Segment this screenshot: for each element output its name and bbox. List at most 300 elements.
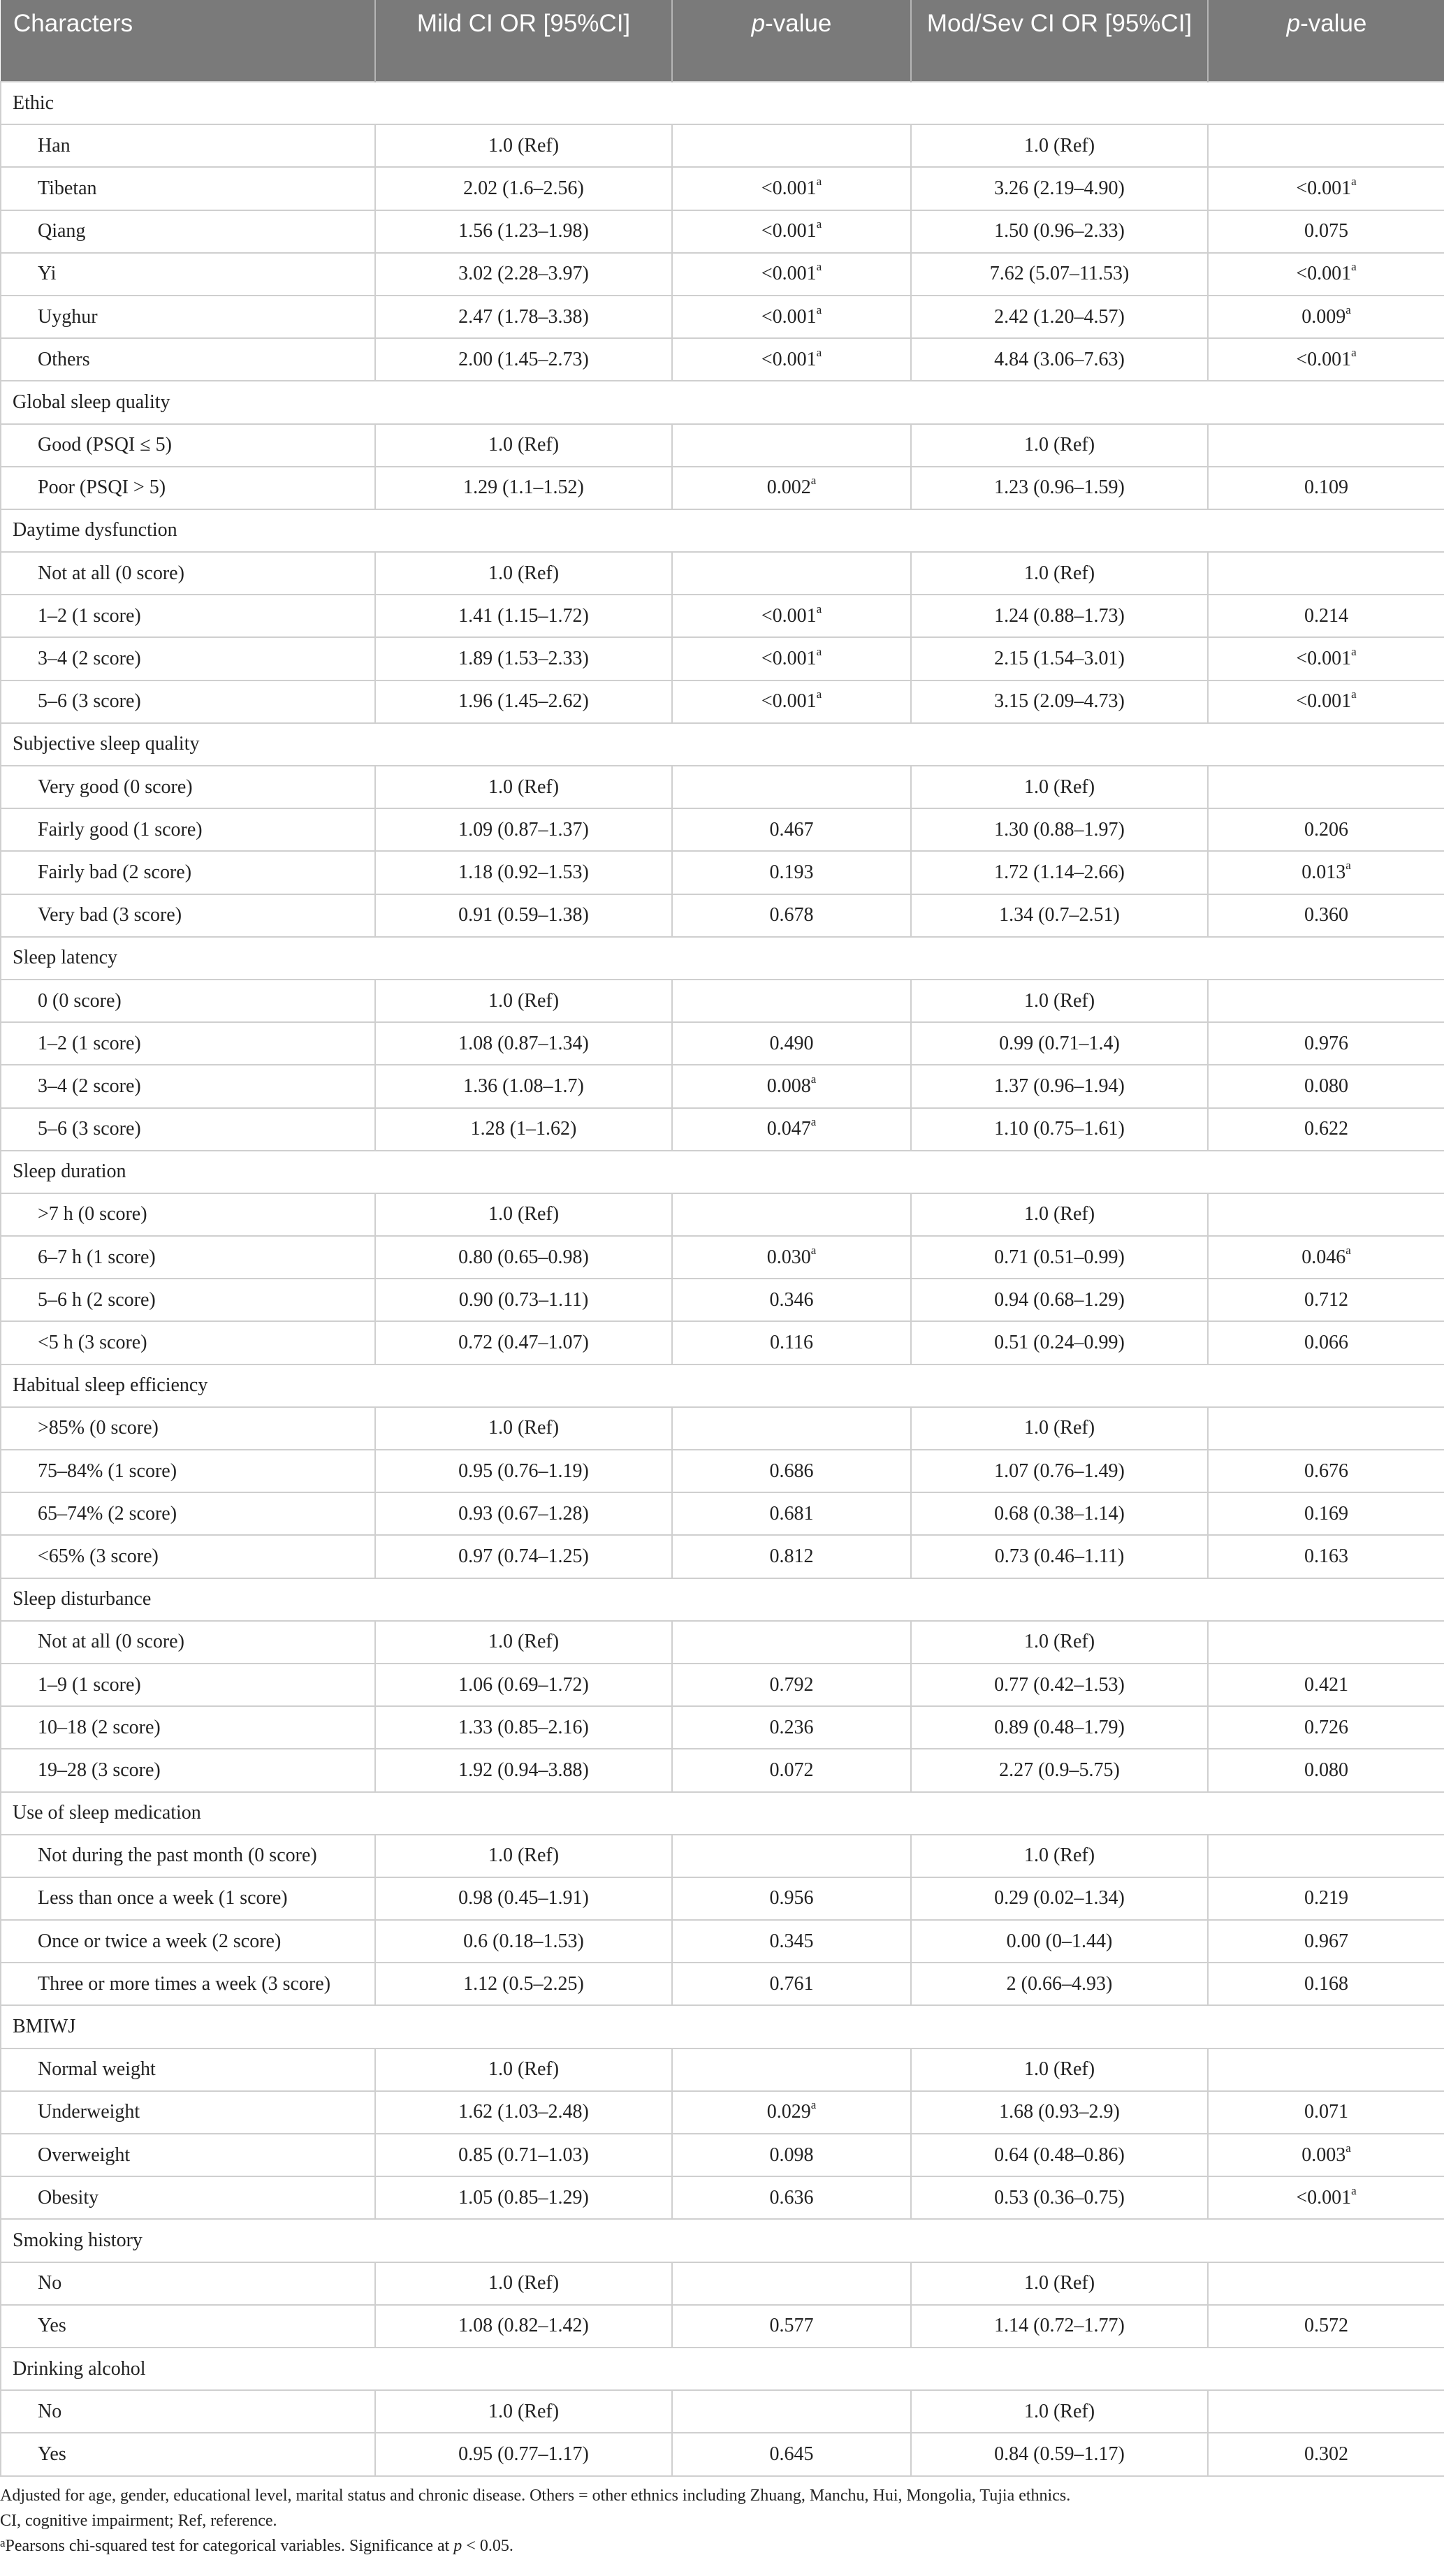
- significance-marker: a: [1351, 345, 1357, 359]
- table-row: [1, 1065, 1444, 1107]
- table-row: [1, 1236, 1444, 1279]
- p-value-mild-cell: [672, 2049, 911, 2091]
- significance-marker: a: [1351, 260, 1357, 274]
- header-p-value-mild: [672, 0, 911, 82]
- row-label: 5–6 (3 score): [1, 1108, 375, 1151]
- p-value-mild-cell: [672, 637, 911, 680]
- mild-ci-or-cell: 0.95 (0.76–1.19): [375, 1450, 672, 1492]
- mild-ci-or-cell: 1.0 (Ref): [375, 1835, 672, 1877]
- p-value-mild-cell: [672, 980, 911, 1022]
- p-value-modsev-cell: [1208, 253, 1444, 296]
- significance-marker: a: [1351, 645, 1357, 659]
- footnote-abbreviations: CI, cognitive impairment; Ref, reference.: [0, 2512, 277, 2530]
- modsev-ci-or-cell: 1.0 (Ref): [911, 2262, 1208, 2305]
- modsev-ci-or-cell: 0.71 (0.51–0.99): [911, 1236, 1208, 1279]
- row-label: 3–4 (2 score): [1, 637, 375, 680]
- table-row: [1, 637, 1444, 680]
- p-value-mild-cell: [672, 2433, 911, 2475]
- p-value-text: <0.001: [1296, 177, 1352, 199]
- group-header-row: [1, 1365, 1444, 1407]
- mild-ci-or-cell: 0.80 (0.65–0.98): [375, 1236, 672, 1279]
- p-value-text: 0.030: [766, 1246, 811, 1268]
- mild-ci-or-cell: 1.0 (Ref): [375, 1407, 672, 1450]
- mild-ci-or-cell: 2.02 (1.6–2.56): [375, 167, 672, 210]
- row-label: No: [1, 2390, 375, 2433]
- table-row: [1, 467, 1444, 509]
- p-value-text: 0.345: [769, 1930, 814, 1952]
- group-header-row: [1, 509, 1444, 552]
- modsev-ci-or-cell: 3.15 (2.09–4.73): [911, 681, 1208, 723]
- table-row: [1, 1321, 1444, 1364]
- p-value-mild-cell: [672, 1450, 911, 1492]
- p-value-mild-cell: [672, 1279, 911, 1321]
- group-header-row: [1, 937, 1444, 980]
- p-value-text: 0.812: [769, 1545, 814, 1567]
- table-row: [1, 1664, 1444, 1706]
- table-row: [1, 1963, 1444, 2005]
- mild-ci-or-cell: 1.0 (Ref): [375, 2049, 672, 2091]
- p-value-text: <0.001: [761, 648, 817, 670]
- table-header: [1, 0, 1444, 82]
- group-title: Sleep duration: [1, 1151, 1444, 1193]
- mild-ci-or-cell: 1.08 (0.87–1.34): [375, 1022, 672, 1065]
- p-value-text: 0.109: [1304, 476, 1348, 499]
- p-value-text: 0.013: [1301, 861, 1346, 883]
- row-label: Yi: [1, 253, 375, 296]
- modsev-ci-or-cell: 1.0 (Ref): [911, 1193, 1208, 1236]
- p-value-mild-cell: [672, 766, 911, 808]
- row-label: Very bad (3 score): [1, 894, 375, 937]
- mild-ci-or-cell: 1.0 (Ref): [375, 124, 672, 167]
- footnote-text: Pearsons chi-squared test for categorical variables. Significance at: [5, 2537, 454, 2555]
- group-title: Smoking history: [1, 2219, 1444, 2262]
- mild-ci-or-cell: 1.62 (1.03–2.48): [375, 2091, 672, 2134]
- p-value-text: 0.214: [1304, 604, 1348, 627]
- modsev-ci-or-cell: 1.0 (Ref): [911, 2390, 1208, 2433]
- row-label: <5 h (3 score): [1, 1321, 375, 1364]
- p-value-mild-cell: [672, 1022, 911, 1065]
- modsev-ci-or-cell: 1.0 (Ref): [911, 1621, 1208, 1664]
- mild-ci-or-cell: 1.06 (0.69–1.72): [375, 1664, 672, 1706]
- p-value-modsev-cell: [1208, 2262, 1444, 2305]
- row-label: Not at all (0 score): [1, 1621, 375, 1664]
- mild-ci-or-cell: 1.41 (1.15–1.72): [375, 595, 672, 637]
- modsev-ci-or-cell: 1.0 (Ref): [911, 980, 1208, 1022]
- modsev-ci-or-cell: 1.37 (0.96–1.94): [911, 1065, 1208, 1107]
- mild-ci-or-cell: 3.02 (2.28–3.97): [375, 253, 672, 296]
- modsev-ci-or-cell: 1.0 (Ref): [911, 552, 1208, 595]
- significance-marker: a: [1351, 174, 1357, 188]
- modsev-ci-or-cell: 2.42 (1.20–4.57): [911, 296, 1208, 338]
- p-value-text: 0.360: [1304, 904, 1348, 926]
- group-header-row: [1, 2348, 1444, 2390]
- modsev-ci-or-cell: 1.07 (0.76–1.49): [911, 1450, 1208, 1492]
- modsev-ci-or-cell: 0.68 (0.38–1.14): [911, 1492, 1208, 1535]
- modsev-ci-or-cell: 0.84 (0.59–1.17): [911, 2433, 1208, 2475]
- p-value-modsev-cell: [1208, 1706, 1444, 1749]
- modsev-ci-or-cell: 1.10 (0.75–1.61): [911, 1108, 1208, 1151]
- p-value-modsev-cell: [1208, 1835, 1444, 1877]
- p-value-modsev-cell: [1208, 1407, 1444, 1450]
- mild-ci-or-cell: 1.33 (0.85–2.16): [375, 1706, 672, 1749]
- p-value-text: 0.169: [1304, 1502, 1348, 1525]
- p-value-mild-cell: [672, 210, 911, 253]
- row-label: Normal weight: [1, 2049, 375, 2091]
- row-label: Not at all (0 score): [1, 552, 375, 595]
- row-label: 65–74% (2 score): [1, 1492, 375, 1535]
- p-value-mild-cell: [672, 681, 911, 723]
- header-row: [1, 0, 1444, 82]
- p-value-text: <0.001: [1296, 263, 1352, 285]
- group-title: Subjective sleep quality: [1, 723, 1444, 766]
- p-value-text: 0.009: [1301, 305, 1346, 328]
- p-value-mild-cell: [672, 808, 911, 851]
- p-value-text: 0.116: [770, 1332, 813, 1354]
- footnote-adjusted: Adjusted for age, gender, educational level, marital status and chronic disease. Others = other ethnics including Zhuang, Manchu, Hui, Mongolia, Tujia ethnics.: [0, 2487, 1071, 2505]
- group-title: Habitual sleep efficiency: [1, 1365, 1444, 1407]
- p-value-mild-cell: [672, 595, 911, 637]
- p-value-mild-cell: [672, 552, 911, 595]
- p-value-modsev-cell: [1208, 1621, 1444, 1664]
- p-value-text: 0.002: [766, 476, 811, 499]
- p-value-text: <0.001: [761, 690, 817, 713]
- p-value-text: 0.681: [769, 1502, 814, 1525]
- row-label: Overweight: [1, 2134, 375, 2176]
- p-value-mild-cell: [672, 851, 911, 894]
- significance-marker: a: [816, 645, 822, 659]
- mild-ci-or-cell: 2.00 (1.45–2.73): [375, 338, 672, 381]
- mild-ci-or-cell: 1.0 (Ref): [375, 980, 672, 1022]
- p-value-mild-cell: [672, 2176, 911, 2219]
- table-row: [1, 1450, 1444, 1492]
- p-value-text: 0.206: [1304, 818, 1348, 841]
- significance-marker: a: [1351, 687, 1357, 701]
- p-value-text: 0.346: [769, 1288, 814, 1311]
- header-p-italic: p: [751, 10, 766, 37]
- p-value-modsev-cell: [1208, 1664, 1444, 1706]
- p-value-mild-cell: [672, 338, 911, 381]
- row-label: 3–4 (2 score): [1, 1065, 375, 1107]
- modsev-ci-or-cell: 1.34 (0.7–2.51): [911, 894, 1208, 937]
- table-row: [1, 1492, 1444, 1535]
- header-characters: Characters: [1, 0, 375, 82]
- significance-marker: a: [1345, 303, 1351, 316]
- table-row: [1, 2049, 1444, 2091]
- p-value-mild-cell: [672, 1621, 911, 1664]
- mild-ci-or-cell: 1.18 (0.92–1.53): [375, 851, 672, 894]
- p-value-mild-cell: [672, 1877, 911, 1920]
- significance-marker: a: [816, 217, 822, 231]
- significance-marker: a: [1351, 2183, 1357, 2197]
- table-row: [1, 1022, 1444, 1065]
- row-label: 6–7 h (1 score): [1, 1236, 375, 1279]
- p-value-text: 0.686: [769, 1460, 814, 1482]
- modsev-ci-or-cell: 1.50 (0.96–2.33): [911, 210, 1208, 253]
- table-row: [1, 253, 1444, 296]
- mild-ci-or-cell: 1.0 (Ref): [375, 766, 672, 808]
- p-value-text: <0.001: [761, 220, 817, 242]
- modsev-ci-or-cell: 0.29 (0.02–1.34): [911, 1877, 1208, 1920]
- table-row: [1, 2176, 1444, 2219]
- modsev-ci-or-cell: 2.15 (1.54–3.01): [911, 637, 1208, 680]
- p-value-mild-cell: [672, 1236, 911, 1279]
- header-p-italic: p: [1286, 10, 1301, 37]
- p-value-modsev-cell: [1208, 1535, 1444, 1578]
- p-value-text: 0.712: [1304, 1288, 1348, 1311]
- p-value-text: 0.490: [769, 1032, 814, 1054]
- p-value-text: <0.001: [761, 263, 817, 285]
- mild-ci-or-cell: 1.0 (Ref): [375, 424, 672, 467]
- significance-marker: a: [1345, 2141, 1351, 2155]
- p-value-text: 0.098: [769, 2144, 814, 2166]
- p-value-mild-cell: [672, 253, 911, 296]
- p-value-text: <0.001: [1296, 648, 1352, 670]
- p-value-modsev-cell: [1208, 595, 1444, 637]
- p-value-mild-cell: [672, 2305, 911, 2348]
- p-value-mild-cell: [672, 167, 911, 210]
- p-value-text: 0.066: [1304, 1332, 1348, 1354]
- mild-ci-or-cell: 0.85 (0.71–1.03): [375, 2134, 672, 2176]
- row-label: 10–18 (2 score): [1, 1706, 375, 1749]
- p-value-modsev-cell: [1208, 2433, 1444, 2475]
- row-label: Yes: [1, 2433, 375, 2475]
- table-row: [1, 1407, 1444, 1450]
- modsev-ci-or-cell: 1.14 (0.72–1.77): [911, 2305, 1208, 2348]
- significance-marker: a: [810, 1115, 817, 1129]
- p-value-text: <0.001: [1296, 348, 1352, 370]
- p-value-text: 0.163: [1304, 1545, 1348, 1567]
- group-header-row: [1, 381, 1444, 423]
- group-title: Global sleep quality: [1, 381, 1444, 423]
- p-value-text: 0.302: [1304, 2443, 1348, 2465]
- p-value-text: 0.976: [1304, 1032, 1348, 1054]
- row-label: Qiang: [1, 210, 375, 253]
- p-value-mild-cell: [672, 1193, 911, 1236]
- significance-marker: a: [810, 1243, 817, 1257]
- group-title: BMIWJ: [1, 2005, 1444, 2048]
- mild-ci-or-cell: 1.0 (Ref): [375, 2390, 672, 2433]
- p-value-text: <0.001: [1296, 690, 1352, 713]
- group-header-row: [1, 82, 1444, 124]
- header-p-rest: -value: [765, 10, 832, 37]
- p-value-modsev-cell: [1208, 766, 1444, 808]
- significance-marker: a: [816, 303, 822, 316]
- p-value-text: 0.726: [1304, 1716, 1348, 1738]
- p-value-modsev-cell: [1208, 1963, 1444, 2005]
- row-label: >7 h (0 score): [1, 1193, 375, 1236]
- modsev-ci-or-cell: 1.30 (0.88–1.97): [911, 808, 1208, 851]
- row-label: No: [1, 2262, 375, 2305]
- mild-ci-or-cell: 0.98 (0.45–1.91): [375, 1877, 672, 1920]
- group-title: Sleep latency: [1, 937, 1444, 980]
- p-value-modsev-cell: [1208, 210, 1444, 253]
- header-p-rest: -value: [1300, 10, 1367, 37]
- p-value-modsev-cell: [1208, 2390, 1444, 2433]
- p-value-modsev-cell: [1208, 1108, 1444, 1151]
- table-row: [1, 894, 1444, 937]
- group-title: Ethic: [1, 82, 1444, 124]
- p-value-modsev-cell: [1208, 851, 1444, 894]
- table-row: [1, 2262, 1444, 2305]
- table-row: [1, 124, 1444, 167]
- p-value-modsev-cell: [1208, 424, 1444, 467]
- p-value-text: 0.577: [769, 2315, 814, 2337]
- table-body: [1, 82, 1444, 2476]
- mild-ci-or-cell: 0.6 (0.18–1.53): [375, 1920, 672, 1963]
- p-value-mild-cell: [672, 1664, 911, 1706]
- modsev-ci-or-cell: 2 (0.66–4.93): [911, 1963, 1208, 2005]
- p-value-modsev-cell: [1208, 1877, 1444, 1920]
- p-value-text: 0.956: [769, 1887, 814, 1909]
- row-label: Very good (0 score): [1, 766, 375, 808]
- table-row: [1, 851, 1444, 894]
- p-value-modsev-cell: [1208, 2134, 1444, 2176]
- p-value-modsev-cell: [1208, 467, 1444, 509]
- row-label: Once or twice a week (2 score): [1, 1920, 375, 1963]
- p-value-mild-cell: [672, 1535, 911, 1578]
- p-value-modsev-cell: [1208, 2305, 1444, 2348]
- mild-ci-or-cell: 1.0 (Ref): [375, 552, 672, 595]
- mild-ci-or-cell: 0.90 (0.73–1.11): [375, 1279, 672, 1321]
- footnote-significance: [0, 2533, 1444, 2559]
- significance-marker: a: [816, 602, 822, 616]
- p-value-mild-cell: [672, 1835, 911, 1877]
- row-label: Tibetan: [1, 167, 375, 210]
- row-label: Less than once a week (1 score): [1, 1877, 375, 1920]
- group-header-row: [1, 1578, 1444, 1621]
- row-label: Fairly bad (2 score): [1, 851, 375, 894]
- table-footnotes: [0, 2483, 1444, 2559]
- table-row: [1, 338, 1444, 381]
- table-row: [1, 552, 1444, 595]
- p-value-modsev-cell: [1208, 296, 1444, 338]
- mild-ci-or-cell: 0.91 (0.59–1.38): [375, 894, 672, 937]
- p-value-text: 0.678: [769, 904, 814, 926]
- table-row: [1, 1877, 1444, 1920]
- p-value-modsev-cell: [1208, 894, 1444, 937]
- p-value-text: 0.080: [1304, 1759, 1348, 1781]
- p-value-text: 0.168: [1304, 1972, 1348, 1995]
- row-label: 1–9 (1 score): [1, 1664, 375, 1706]
- group-header-row: [1, 1792, 1444, 1835]
- mild-ci-or-cell: 1.36 (1.08–1.7): [375, 1065, 672, 1107]
- modsev-ci-or-cell: 4.84 (3.06–7.63): [911, 338, 1208, 381]
- p-value-mild-cell: [672, 894, 911, 937]
- p-value-mild-cell: [672, 467, 911, 509]
- row-label: Poor (PSQI > 5): [1, 467, 375, 509]
- p-value-mild-cell: [672, 1920, 911, 1963]
- p-value-text: 0.967: [1304, 1930, 1348, 1952]
- p-value-text: 0.219: [1304, 1887, 1348, 1909]
- table-row: [1, 980, 1444, 1022]
- p-value-modsev-cell: [1208, 1022, 1444, 1065]
- mild-ci-or-cell: 1.05 (0.85–1.29): [375, 2176, 672, 2219]
- p-value-modsev-cell: [1208, 1920, 1444, 1963]
- table-row: [1, 210, 1444, 253]
- modsev-ci-or-cell: 0.53 (0.36–0.75): [911, 2176, 1208, 2219]
- p-value-mild-cell: [672, 1321, 911, 1364]
- table-row: [1, 1835, 1444, 1877]
- p-value-text: 0.622: [1304, 1118, 1348, 1140]
- p-value-text: 0.080: [1304, 1075, 1348, 1097]
- table-row: [1, 681, 1444, 723]
- p-value-mild-cell: [672, 1108, 911, 1151]
- modsev-ci-or-cell: 0.99 (0.71–1.4): [911, 1022, 1208, 1065]
- modsev-ci-or-cell: 0.89 (0.48–1.79): [911, 1706, 1208, 1749]
- p-value-mild-cell: [672, 124, 911, 167]
- modsev-ci-or-cell: 1.68 (0.93–2.9): [911, 2091, 1208, 2134]
- p-value-modsev-cell: [1208, 1749, 1444, 1791]
- significance-marker: a: [816, 345, 822, 359]
- p-value-modsev-cell: [1208, 2176, 1444, 2219]
- row-label: Obesity: [1, 2176, 375, 2219]
- p-value-modsev-cell: [1208, 1321, 1444, 1364]
- table-row: [1, 1108, 1444, 1151]
- mild-ci-or-cell: 1.0 (Ref): [375, 1621, 672, 1664]
- modsev-ci-or-cell: 7.62 (5.07–11.53): [911, 253, 1208, 296]
- table-row: [1, 1920, 1444, 1963]
- p-value-mild-cell: [672, 1065, 911, 1107]
- row-label: 5–6 h (2 score): [1, 1279, 375, 1321]
- p-value-mild-cell: [672, 2262, 911, 2305]
- mild-ci-or-cell: 0.93 (0.67–1.28): [375, 1492, 672, 1535]
- p-value-text: 0.003: [1301, 2144, 1346, 2166]
- p-value-mild-cell: [672, 2134, 911, 2176]
- p-value-text: 0.645: [769, 2443, 814, 2465]
- header-mild-ci-or: Mild CI OR [95%CI]: [375, 0, 672, 82]
- p-value-mild-cell: [672, 2390, 911, 2433]
- table-row: [1, 424, 1444, 467]
- table-row: [1, 808, 1444, 851]
- p-value-modsev-cell: [1208, 980, 1444, 1022]
- table-row: [1, 1279, 1444, 1321]
- footnote-text-end: < 0.05.: [462, 2537, 513, 2555]
- row-label: 1–2 (1 score): [1, 1022, 375, 1065]
- p-value-text: 0.072: [769, 1759, 814, 1781]
- mild-ci-or-cell: 1.09 (0.87–1.37): [375, 808, 672, 851]
- mild-ci-or-cell: 1.92 (0.94–3.88): [375, 1749, 672, 1791]
- table-row: [1, 167, 1444, 210]
- row-label: 1–2 (1 score): [1, 595, 375, 637]
- row-label: Others: [1, 338, 375, 381]
- p-value-modsev-cell: [1208, 808, 1444, 851]
- table-row: [1, 2433, 1444, 2475]
- p-value-modsev-cell: [1208, 124, 1444, 167]
- table-row: [1, 766, 1444, 808]
- row-label: 0 (0 score): [1, 980, 375, 1022]
- p-value-modsev-cell: [1208, 1450, 1444, 1492]
- modsev-ci-or-cell: 1.24 (0.88–1.73): [911, 595, 1208, 637]
- p-value-text: 0.636: [769, 2186, 814, 2208]
- p-value-text: 0.046: [1301, 1246, 1346, 1268]
- row-label: 5–6 (3 score): [1, 681, 375, 723]
- mild-ci-or-cell: 2.47 (1.78–3.38): [375, 296, 672, 338]
- mild-ci-or-cell: 0.72 (0.47–1.07): [375, 1321, 672, 1364]
- p-value-mild-cell: [672, 296, 911, 338]
- group-title: Use of sleep medication: [1, 1792, 1444, 1835]
- p-value-modsev-cell: [1208, 1279, 1444, 1321]
- p-value-modsev-cell: [1208, 681, 1444, 723]
- mild-ci-or-cell: 1.08 (0.82–1.42): [375, 2305, 672, 2348]
- modsev-ci-or-cell: 1.0 (Ref): [911, 2049, 1208, 2091]
- modsev-ci-or-cell: 0.94 (0.68–1.29): [911, 1279, 1208, 1321]
- table-row: [1, 1749, 1444, 1791]
- mild-ci-or-cell: 1.96 (1.45–2.62): [375, 681, 672, 723]
- modsev-ci-or-cell: 1.0 (Ref): [911, 1407, 1208, 1450]
- modsev-ci-or-cell: 0.73 (0.46–1.11): [911, 1535, 1208, 1578]
- group-title: Sleep disturbance: [1, 1578, 1444, 1621]
- modsev-ci-or-cell: 1.23 (0.96–1.59): [911, 467, 1208, 509]
